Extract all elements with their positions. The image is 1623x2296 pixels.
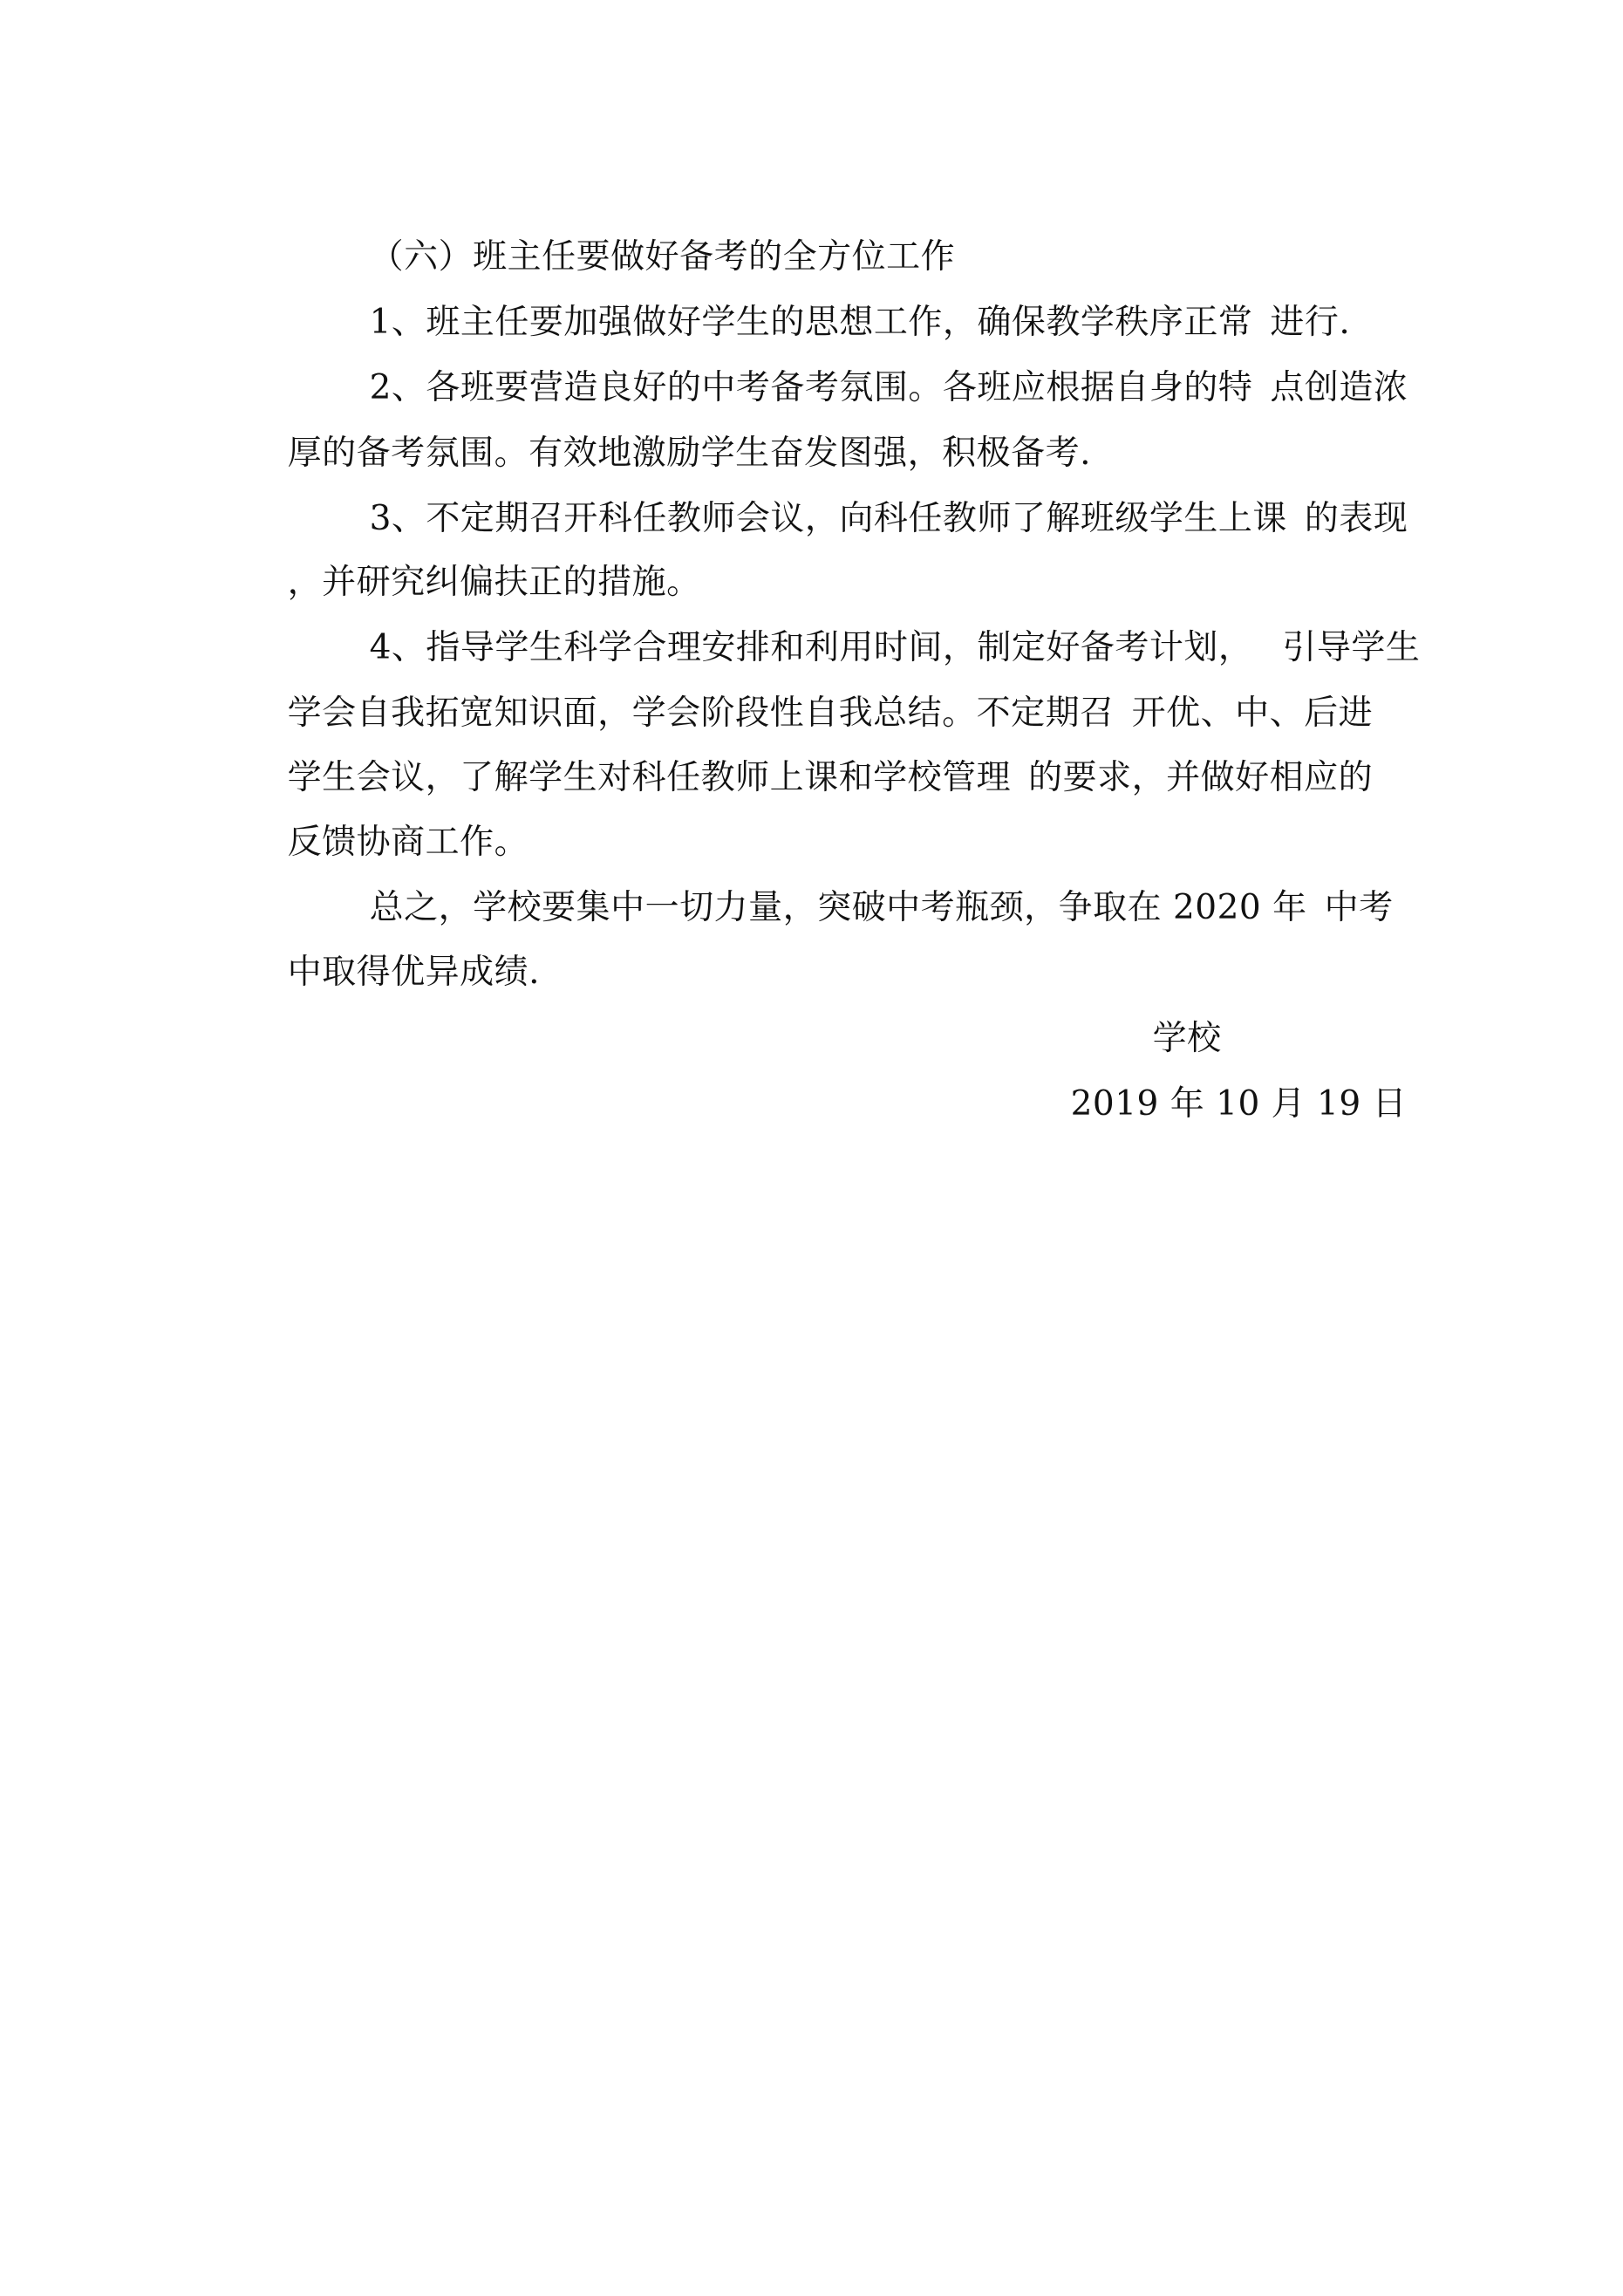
summary-text-a: 总之，学校要集中一切力量，突破中考瓶颈，争取在 2020 年 [369, 888, 1307, 927]
signature-date [1026, 1039, 1407, 1170]
paragraph-3-text-c: ，并研究纠偏扶正的措施。 [287, 563, 701, 602]
paragraph-4-text-g: 反馈协商工作。 [287, 823, 529, 862]
section-heading-text: （六）班主任要做好备考的全方位工作 [369, 237, 956, 277]
summary-text-b: 中考 [1324, 888, 1394, 927]
paragraph-3-text-b: 的表现 [1304, 499, 1408, 538]
signature-organization-text: 学校 [1152, 1019, 1222, 1058]
paragraph-2-text-b: 点创造浓 [1270, 368, 1408, 407]
summary-line-2 [242, 907, 540, 1038]
summary-text-c: 中取得优异成绩. [287, 953, 540, 992]
paragraph-4-text-f: 的要求，并做好相应的 [1028, 758, 1374, 797]
paragraph-1-text-a: 1、班主任要加强做好学生的思想工作，确保教学秩序正常 [369, 303, 1253, 342]
paragraph-4-text-a: 4、指导学生科学合理安排和利用时间，制定好备考计划， [369, 628, 1253, 667]
paragraph-4-text-e: 学生会议，了解学生对科任教师上课和学校管理 [287, 758, 1012, 797]
paragraph-1-text-b: 进行. [1270, 303, 1351, 342]
signature-date-text: 2019 年 10 月 19 日 [1070, 1084, 1408, 1124]
paragraph-3-text-a: 3、不定期召开科任教师会议，向科任教师了解班级学生上课 [369, 499, 1287, 538]
paragraph-2-text-a: 2、各班要营造良好的中考备考氛围。各班应根据自身的特 [369, 368, 1253, 407]
paragraph-4-text-c: 学会自我拓宽知识面，学会阶段性自我总结。不定期召 [287, 694, 1115, 733]
paragraph-4-text-b: 引导学生 [1282, 628, 1421, 667]
paragraph-4-text-d: 开优、中、后进 [1131, 694, 1374, 733]
paragraph-2-text-c: 厚的备考氛围。有效地激励学生奋发图强，积极备考. [287, 434, 1091, 473]
